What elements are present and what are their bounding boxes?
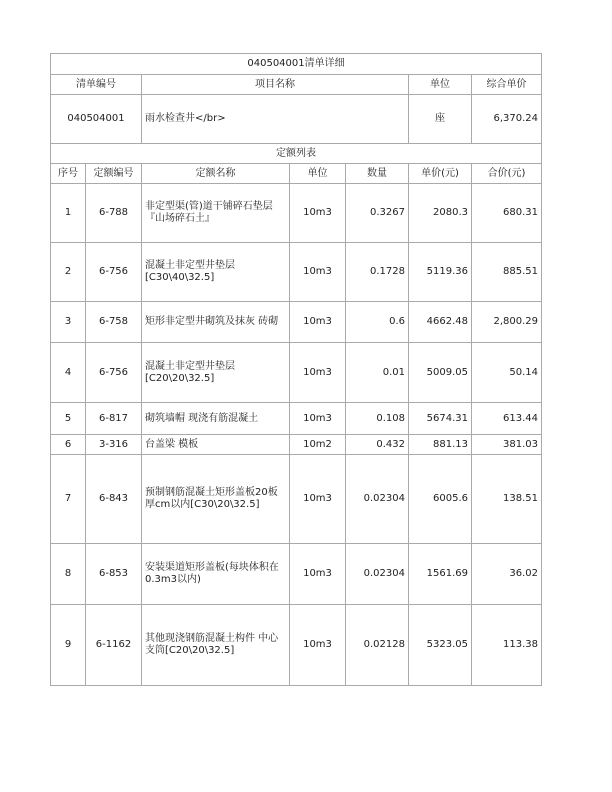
row-total: 113.38 xyxy=(472,605,542,686)
row-quota-name: 混凝土非定型井垫层[C30\40\32.5] xyxy=(142,243,290,302)
row-quota-name: 混凝土非定型井垫层[C20\20\32.5] xyxy=(142,343,290,403)
row-seq: 6 xyxy=(51,435,86,455)
row-total: 36.02 xyxy=(472,544,542,605)
item-price: 6,370.24 xyxy=(472,95,542,144)
row-quota-name: 台盖梁 模板 xyxy=(142,435,290,455)
row-unit-price: 5009.05 xyxy=(409,343,472,403)
row-seq: 3 xyxy=(51,302,86,343)
row-quota-code: 6-853 xyxy=(86,544,142,605)
table-row xyxy=(51,343,542,403)
row-quota-name: 非定型渠(管)道干铺碎石垫层『山场碎石土』 xyxy=(142,184,290,243)
row-total: 381.03 xyxy=(472,435,542,455)
table-row xyxy=(51,544,542,605)
row-quota-name: 安装渠道矩形盖板(每块体积在0.3m3以内) xyxy=(142,544,290,605)
row-quota-code: 6-1162 xyxy=(86,605,142,686)
row-unit-price: 5119.36 xyxy=(409,243,472,302)
row-quota-code: 6-756 xyxy=(86,243,142,302)
row-total: 613.44 xyxy=(472,403,542,435)
row-qty: 0.432 xyxy=(346,435,409,455)
row-seq: 8 xyxy=(51,544,86,605)
table-row xyxy=(51,403,542,435)
row-quota-code: 6-758 xyxy=(86,302,142,343)
row-quota-name: 砌筑墙帽 现浇有筋混凝土 xyxy=(142,403,290,435)
row-qty: 0.02304 xyxy=(346,455,409,544)
price-header: 综合单价 xyxy=(472,75,542,95)
row-unit: 10m3 xyxy=(290,605,346,686)
row-quota-name: 其他现浇钢筋混凝土构件 中心支筒[C20\20\32.5] xyxy=(142,605,290,686)
row-quota-code: 6-788 xyxy=(86,184,142,243)
col-seq-header: 序号 xyxy=(51,164,86,184)
quota-section-row xyxy=(51,144,542,164)
quota-section-title: 定额列表 xyxy=(51,144,542,164)
row-unit-price: 1561.69 xyxy=(409,544,472,605)
table-row xyxy=(51,302,542,343)
table-title: 040504001清单详细 xyxy=(51,54,542,75)
item-name: 雨水检查井</br> xyxy=(142,95,409,144)
row-unit-price: 5323.05 xyxy=(409,605,472,686)
bill-code: 040504001 xyxy=(51,95,142,144)
col-qty-header: 数量 xyxy=(346,164,409,184)
col-unit-price-header: 单价(元) xyxy=(409,164,472,184)
row-unit: 10m3 xyxy=(290,184,346,243)
row-unit-price: 6005.6 xyxy=(409,455,472,544)
row-qty: 0.1728 xyxy=(346,243,409,302)
row-qty: 0.02304 xyxy=(346,544,409,605)
row-unit: 10m3 xyxy=(290,403,346,435)
row-seq: 5 xyxy=(51,403,86,435)
row-seq: 7 xyxy=(51,455,86,544)
row-quota-code: 6-843 xyxy=(86,455,142,544)
table-row xyxy=(51,605,542,686)
row-quota-code: 3-316 xyxy=(86,435,142,455)
row-total: 50.14 xyxy=(472,343,542,403)
row-quota-name: 矩形非定型井砌筑及抹灰 砖砌 xyxy=(142,302,290,343)
row-qty: 0.6 xyxy=(346,302,409,343)
row-seq: 9 xyxy=(51,605,86,686)
table-row xyxy=(51,455,542,544)
row-quota-code: 6-817 xyxy=(86,403,142,435)
row-unit: 10m2 xyxy=(290,435,346,455)
bill-header-row xyxy=(51,75,542,95)
unit-header: 单位 xyxy=(409,75,472,95)
row-qty: 0.01 xyxy=(346,343,409,403)
bill-detail-table xyxy=(50,53,542,686)
row-unit-price: 2080.3 xyxy=(409,184,472,243)
col-name-header: 定额名称 xyxy=(142,164,290,184)
row-unit: 10m3 xyxy=(290,243,346,302)
row-unit: 10m3 xyxy=(290,544,346,605)
row-unit-price: 5674.31 xyxy=(409,403,472,435)
item-name-header: 项目名称 xyxy=(142,75,409,95)
row-unit: 10m3 xyxy=(290,343,346,403)
row-seq: 1 xyxy=(51,184,86,243)
row-total: 885.51 xyxy=(472,243,542,302)
col-total-header: 合价(元) xyxy=(472,164,542,184)
row-qty: 0.3267 xyxy=(346,184,409,243)
bill-code-header: 清单编号 xyxy=(51,75,142,95)
row-quota-code: 6-756 xyxy=(86,343,142,403)
row-unit: 10m3 xyxy=(290,302,346,343)
col-unit-header: 单位 xyxy=(290,164,346,184)
item-unit: 座 xyxy=(409,95,472,144)
row-total: 2,800.29 xyxy=(472,302,542,343)
col-code-header: 定额编号 xyxy=(86,164,142,184)
row-qty: 0.108 xyxy=(346,403,409,435)
bill-item-row xyxy=(51,95,542,144)
row-unit-price: 4662.48 xyxy=(409,302,472,343)
table-row xyxy=(51,184,542,243)
row-total: 680.31 xyxy=(472,184,542,243)
row-seq: 2 xyxy=(51,243,86,302)
row-qty: 0.02128 xyxy=(346,605,409,686)
table-row xyxy=(51,243,542,302)
row-total: 138.51 xyxy=(472,455,542,544)
quota-header-row xyxy=(51,164,542,184)
row-quota-name: 预制钢筋混凝土矩形盖板20板厚cm以内[C30\20\32.5] xyxy=(142,455,290,544)
row-unit-price: 881.13 xyxy=(409,435,472,455)
table-row xyxy=(51,435,542,455)
row-seq: 4 xyxy=(51,343,86,403)
row-unit: 10m3 xyxy=(290,455,346,544)
title-row xyxy=(51,54,542,75)
